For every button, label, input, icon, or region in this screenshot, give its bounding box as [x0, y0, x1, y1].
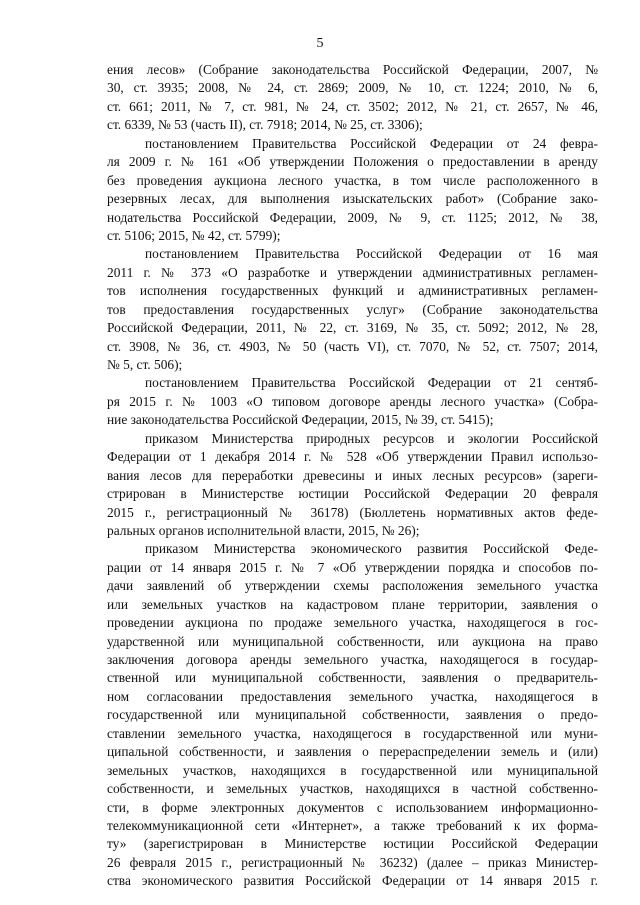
page-number: 5 — [316, 36, 324, 51]
text-line: ст. 661; 2011, № 7, ст. 981, № 24, ст. 3502; 2012, № 21, ст. 2657, № 46, — [107, 98, 598, 114]
text-line: дачи заявлений об утверждении схемы расположения земельного участка — [107, 578, 598, 594]
text-line: ственной или муниципальной собственности, заявления о предваритель- — [107, 670, 598, 686]
paragraph — [107, 540, 598, 890]
text-line: 30, ст. 3935; 2008, № 24, ст. 2869; 2009, № 10, ст. 1224; 2010, № 6, — [107, 80, 598, 96]
text-line: приказом Министерства природных ресурсов и экологии Российской — [145, 430, 598, 446]
text-line: ст. 3908, № 36, ст. 4903, № 50 (часть VI), ст. 7070, № 52, ст. 7507; 2014, — [107, 338, 598, 354]
text-line: Федерации от 1 декабря 2014 г. № 528 «Об утверждении Правил использо- — [107, 449, 598, 465]
text-line: ние законодательства Российской Федерации, 2015, № 39, ст. 5415); — [107, 412, 494, 428]
text-line: рации от 14 января 2015 г. № 7 «Об утверждении порядка и способов по- — [107, 559, 598, 575]
text-line: ставлении земельного участка, находящегося в государственной или муни- — [107, 725, 598, 741]
paragraph — [107, 374, 598, 429]
paragraph — [107, 430, 598, 541]
text-line: государственной или муниципальной собственности, заявления о предо- — [107, 707, 598, 723]
text-line: земельных участков, находящихся в государственной или муниципальной — [107, 762, 598, 778]
text-line: № 5, ст. 506); — [107, 357, 183, 372]
text-line: ства экономического развития Российской Федерации от 14 января 2015 г. — [107, 873, 598, 889]
text-line: 2015 г., регистрационный № 36178) (Бюллетень нормативных актов феде- — [107, 504, 598, 520]
paragraph — [107, 245, 598, 374]
text-line: заключения договора аренды земельного участка, находящегося в государ- — [107, 652, 598, 667]
text-line: постановлением Правительства Российской Федерации от 21 сентяб- — [145, 375, 598, 391]
text-line: ту» (зарегистрирован в Министерстве юстиции Российской Федерации — [107, 836, 598, 852]
text-line: проведении аукциона по продаже земельного участка, находящегося в гос- — [107, 615, 598, 631]
text-line: ря 2015 г. № 1003 «О типовом договоре аренды лесного участка» (Собра- — [107, 393, 598, 409]
text-line: ральных органов исполнительной власти, 2015, № 26); — [107, 522, 420, 538]
text-line: 26 февраля 2015 г., регистрационный № 36232) (далее – приказ Министер- — [107, 854, 598, 870]
text-line: телекоммуникационной сети «Интернет», а также требований к их форма- — [107, 817, 598, 833]
text-line: ударственной или муниципальной собственности, или аукциона на право — [107, 633, 598, 649]
text-line: 2011 г. № 373 «О разработке и утверждении административных регламен- — [107, 264, 598, 280]
text-line: ципальной собственности, и заявления о перераспределении земель и (или) — [107, 744, 598, 760]
text-line: тов предоставления государственных услуг» (Собрание законодательства — [107, 301, 598, 317]
text-line: Российской Федерации, 2011, № 22, ст. 3169, № 35, ст. 5092; 2012, № 28, — [107, 320, 598, 336]
text-line: стрирован в Министерстве юстиции Российской Федерации 20 февраля — [107, 486, 598, 502]
paragraph — [107, 135, 598, 246]
text-line: сти, в форме электронных документов с использованием информационно- — [107, 799, 598, 815]
text-line: нодательства Российской Федерации, 2009, № 9, ст. 1125; 2012, № 38, — [107, 209, 598, 225]
text-line: ном согласовании предоставления земельного участка, находящегося в — [107, 688, 598, 704]
text-line: ения лесов» (Собрание законодательства Российской Федерации, 2007, № — [107, 62, 598, 77]
text-line: ст. 5106; 2015, № 42, ст. 5799); — [107, 227, 281, 243]
text-line: резервных лесах, для выполнения изыскательских работ» (Собрание зако- — [107, 191, 598, 207]
text-line: без проведения аукциона лесного участка, в том числе расположенного в — [107, 172, 598, 188]
text-line: или земельных участков на кадастровом плане территории, заявления о — [107, 596, 598, 612]
paragraph — [107, 61, 598, 135]
text-line: постановлением Правительства Российской Федерации от 16 мая — [145, 246, 598, 262]
document-body — [107, 61, 598, 891]
text-line: приказом Министерства экономического развития Российской Феде- — [145, 541, 598, 557]
text-line: ст. 6339, № 53 (часть II), ст. 7918; 2014, № 25, ст. 3306); — [107, 117, 423, 133]
text-line: вания лесов для переработки древесины и иных лесных ресурсов» (зареги- — [107, 467, 598, 483]
text-line: тов исполнения государственных функций и административных регламен- — [107, 283, 598, 299]
text-line: постановлением Правительства Российской Федерации от 24 февра- — [145, 135, 598, 151]
text-line: ля 2009 г. № 161 «Об утверждении Положения о предоставлении в аренду — [107, 154, 598, 170]
text-line: собственности, и земельных участков, находящихся в частной собственно- — [107, 781, 598, 797]
